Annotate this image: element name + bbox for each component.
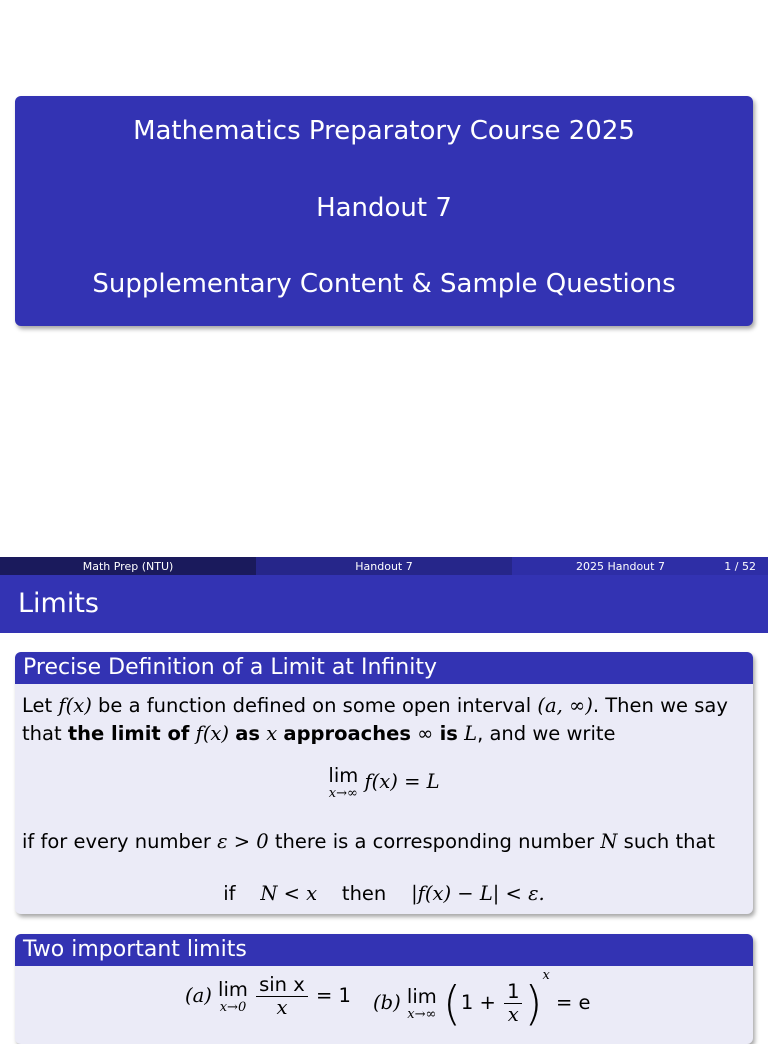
footer-page-number: 1 / 52	[724, 559, 756, 573]
course-title: Mathematics Preparatory Course 2025	[133, 116, 635, 146]
definition-block-title: Precise Definition of a Limit at Infinity	[15, 652, 753, 684]
important-limits-title: Two important limits	[15, 934, 753, 966]
important-limits-body	[15, 966, 753, 1044]
important-limits-block	[15, 934, 753, 1044]
handout-subtitle: Supplementary Content & Sample Questions	[92, 269, 676, 299]
footer-date: 2025 Handout 7	[576, 559, 665, 573]
definition-condition: if N < x then |f(x) − L| < ε.	[223, 882, 545, 905]
definition-block	[15, 652, 753, 914]
limit-equation: lim x→∞ f(x) = L	[328, 764, 440, 801]
title-block	[15, 96, 753, 326]
limit-b: (b) lim x→∞ (1 + $\frac{1}{x}$ )$^x$ = e	[373, 968, 591, 1031]
footer-bar	[0, 557, 768, 575]
footer-title: Handout 7	[256, 557, 512, 575]
definition-line-3: if for every number ε > 0 there is a corresponding number N such that	[22, 830, 716, 853]
frame-title: Limits	[0, 575, 768, 633]
footer-right	[512, 557, 768, 575]
handout-title: Handout 7	[316, 193, 452, 223]
limit-a: (a) lim x→0 $\frac{\text{sin x}}{x}$ = 1	[185, 973, 351, 1019]
definition-line-2: that the limit of f(x) as x approaches ∞ is L, and we write	[22, 722, 616, 745]
footer-author: Math Prep (NTU)	[0, 557, 256, 575]
definition-block-body	[15, 684, 753, 914]
definition-line-1: Let f(x) be a function defined on some open interval (a, ∞). Then we say	[22, 694, 728, 717]
